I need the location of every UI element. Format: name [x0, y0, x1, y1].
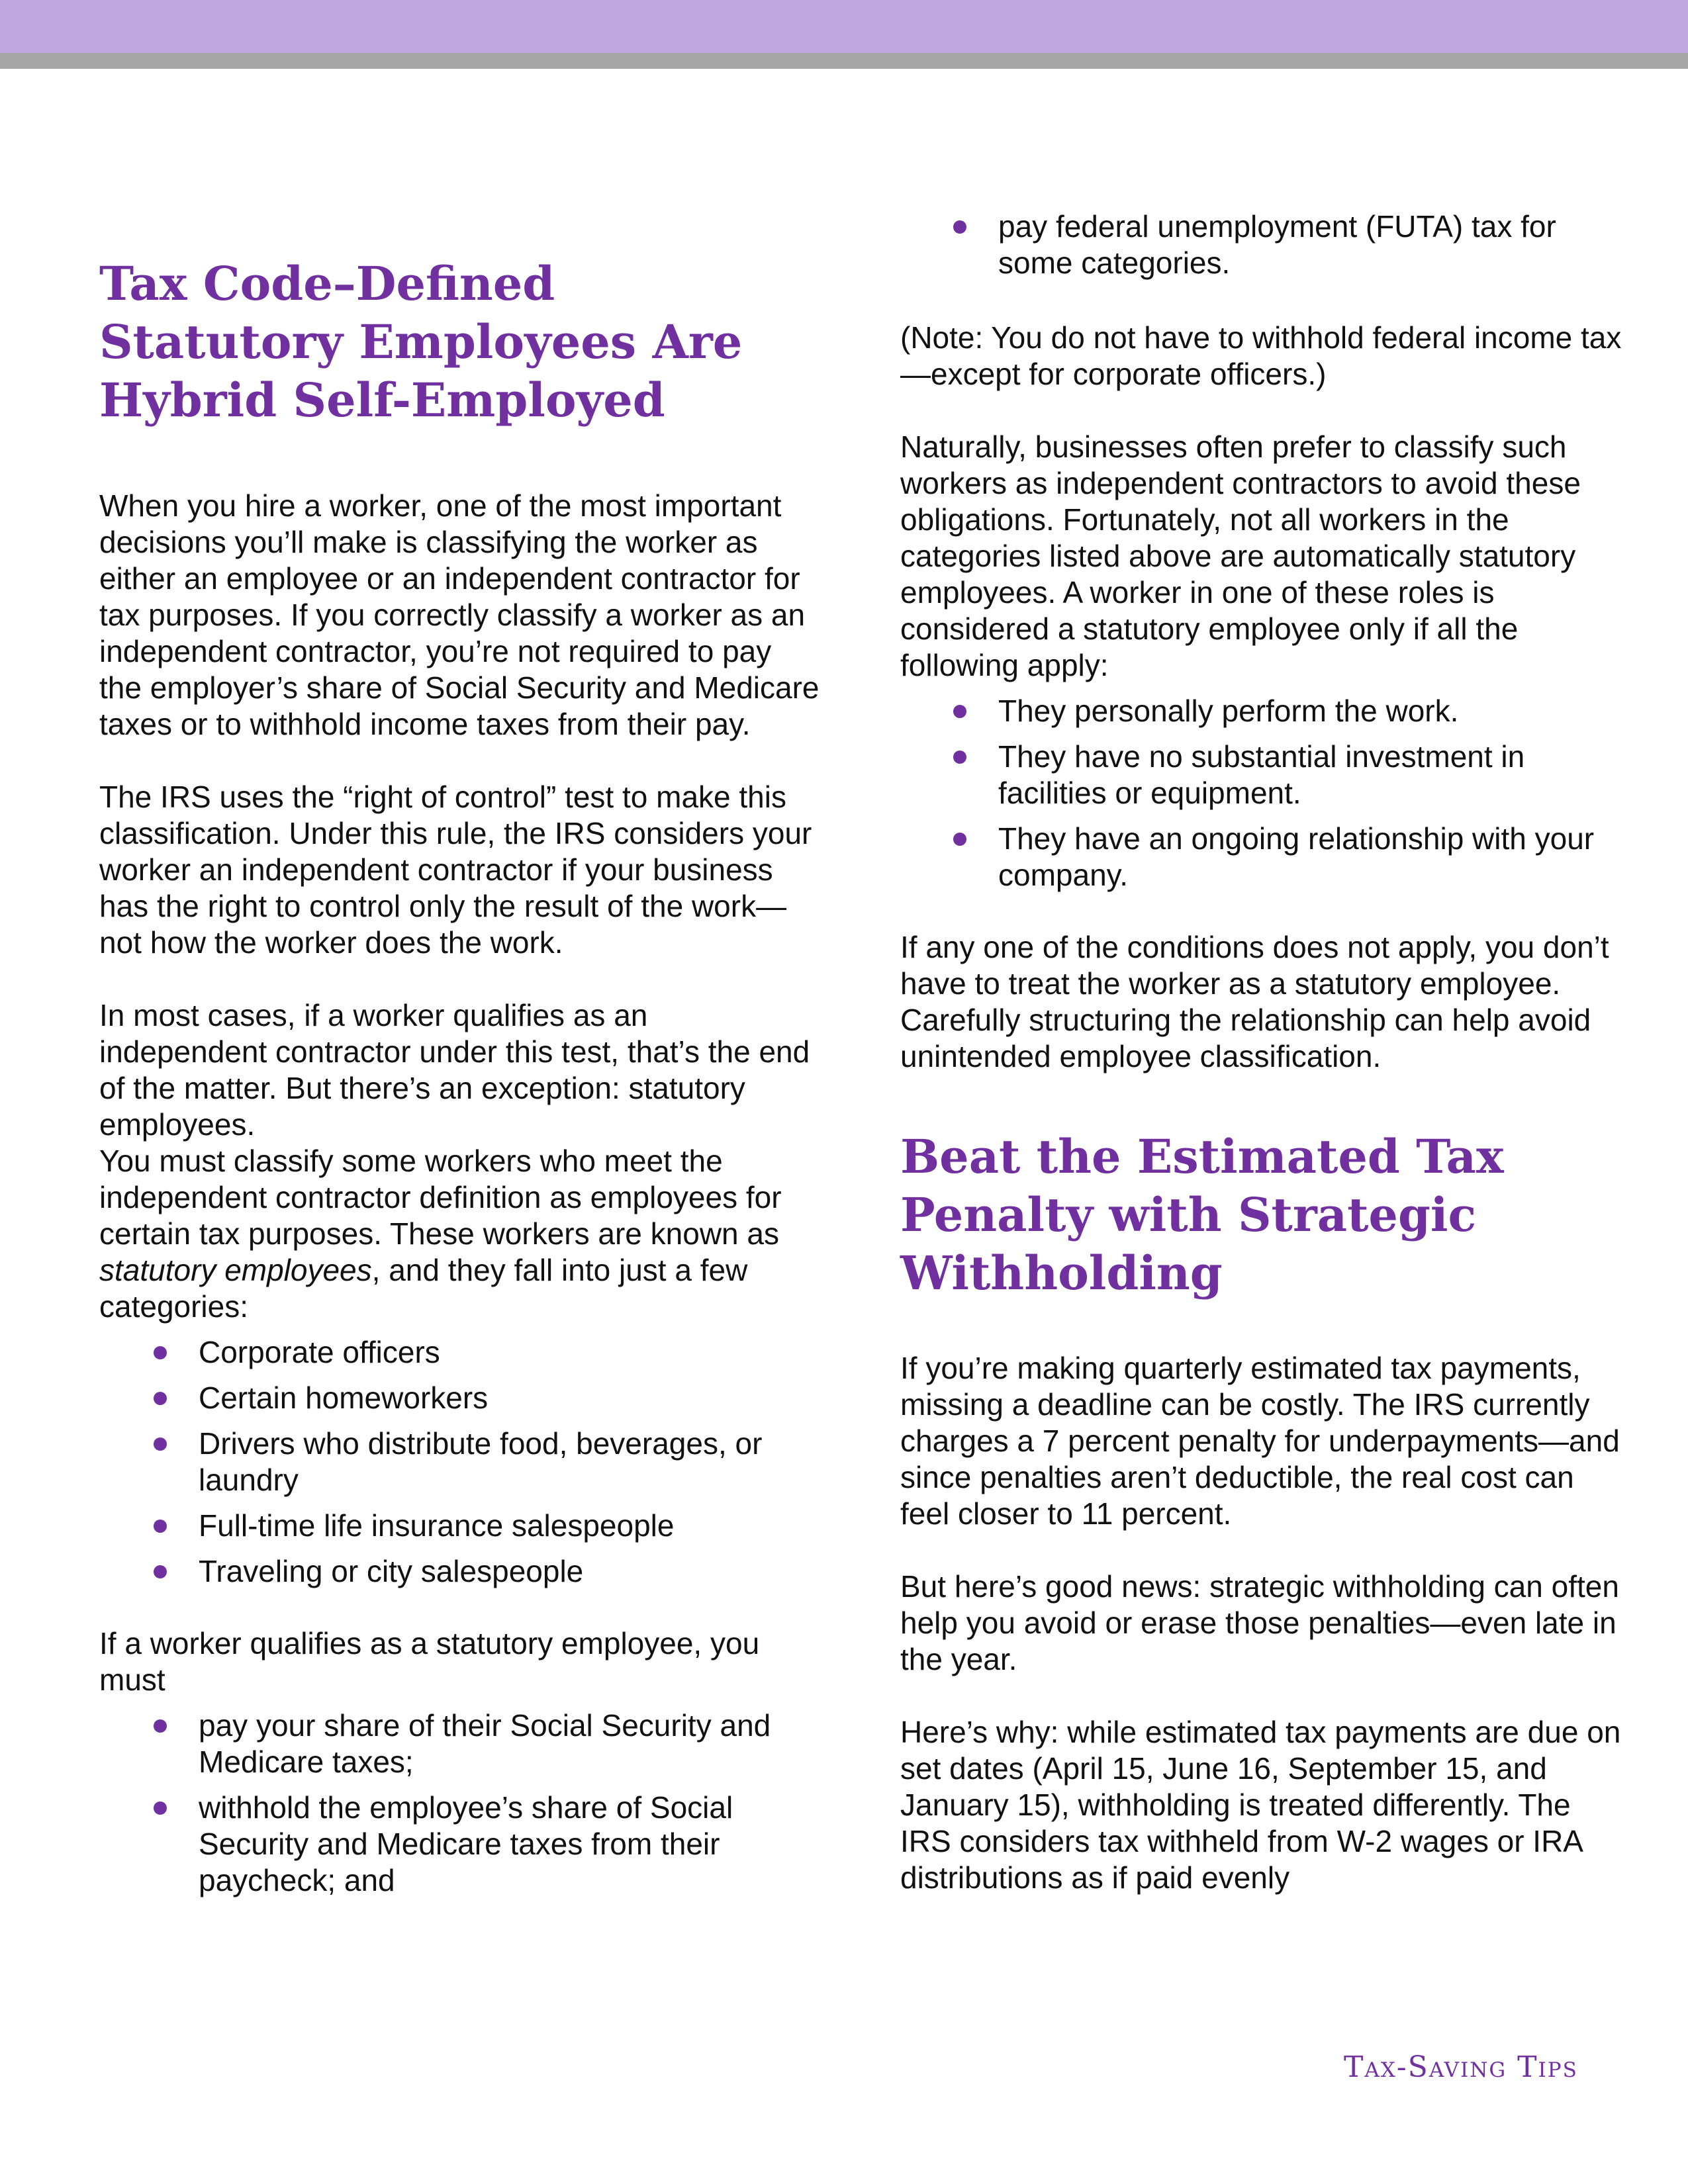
text-run: You must classify some workers who meet the independent contractor definition as employees for certain tax purposes. These workers are known as [99, 1144, 782, 1251]
list-item-text: Full-time life insurance salespeople [199, 1508, 675, 1543]
list-item [900, 739, 1622, 811]
list-item-text: Certain homeworkers [199, 1381, 489, 1415]
bullet-icon [154, 1392, 167, 1405]
obligations-list-continued [900, 208, 1622, 281]
list-item-text: They have no substantial investment in facilities or equipment. [998, 739, 1525, 810]
heading-line: Hybrid Self-Employed [99, 373, 665, 428]
heading-line: Beat the Estimated Tax [900, 1129, 1504, 1184]
list-item [99, 1790, 821, 1899]
list-item [99, 1334, 821, 1371]
bullet-icon [953, 705, 966, 718]
left-column [99, 255, 821, 1908]
conditions-list [900, 693, 1622, 893]
paragraph-penalty: If you’re making quarterly estimated tax payments, missing a deadline can be costly. The IRS currently charges a 7 percent penalty for underpayments—and since penalties aren’t deductible, the real cost can feel closer to 11 percent. [900, 1351, 1620, 1531]
paragraph-note: (Note: You do not have to withhold federal income tax—except for corporate officers.) [900, 320, 1622, 391]
list-item [900, 693, 1622, 729]
list-item [99, 1380, 821, 1416]
statutory-employees-term: statutory employees [99, 1253, 372, 1287]
paragraph-statutory-categories [99, 1143, 821, 1325]
list-item [99, 1707, 821, 1780]
paragraph-conditions-not-apply: If any one of the conditions does not apply, you don’t have to treat the worker as a statutory employee. Carefully structuring the relationship can help avoid unintended employee classification. [900, 930, 1609, 1073]
list-item-text: They personally perform the work. [998, 694, 1459, 728]
paragraph-good-news: But here’s good news: strategic withholding can often help you avoid or erase those penalties—even late in the year. [900, 1569, 1619, 1676]
bullet-icon [953, 751, 966, 764]
heading-line: Statutory Employees Are [99, 314, 743, 369]
list-item [99, 1426, 821, 1498]
heading-line: Tax Code–Defined [99, 256, 555, 311]
categories-list [99, 1334, 821, 1590]
section-heading-statutory-employees [99, 255, 821, 430]
list-item-text: Drivers who distribute food, beverages, or laundry [199, 1426, 763, 1497]
bullet-icon [154, 1801, 167, 1815]
paragraph-right-of-control: The IRS uses the “right of control” test to make this classification. Under this rule, the IRS considers your worker an independent contractor if your business has the right to control only the result of the work—not how the worker does the work. [99, 780, 812, 960]
footer-title: Tax-Saving Tips [1344, 2050, 1578, 2084]
paragraph-exception: In most cases, if a worker qualifies as an independent contractor under this test, that’s the end of the matter. But there’s an exception: statutory employees. [99, 998, 810, 1142]
text-run: , and they fall into just a few categories: [99, 1253, 748, 1324]
list-item-text: pay your share of their Social Security and Medicare taxes; [199, 1708, 771, 1779]
paragraph-worker-classification: When you hire a worker, one of the most important decisions you’ll make is classifying the worker as either an employee or an independent contractor for tax purposes. If you correctly classify a worker as an independent contractor, you’re not required to pay the employer’s share of Social Security and Medicare taxes or to withhold income taxes from their pay. [99, 488, 820, 741]
paragraph-withholding-why: Here’s why: while estimated tax payments are due on set dates (April 15, June 16, September 15, and January 15), withholding is treated differently. The IRS considers tax withheld from W-2 wages or IRA distributions as if paid evenly [900, 1715, 1621, 1895]
bullet-icon [953, 220, 966, 234]
list-item [99, 1553, 821, 1590]
list-item-text: They have an ongoing relationship with your company. [998, 821, 1595, 892]
bullet-icon [953, 833, 966, 846]
list-item [900, 208, 1622, 281]
heading-line: Penalty with Strategic [900, 1187, 1477, 1242]
list-item-text: Corporate officers [199, 1335, 440, 1369]
heading-line: Withholding [900, 1246, 1223, 1300]
obligations-list [99, 1707, 821, 1899]
paragraph-conditions-intro: Naturally, businesses often prefer to classify such workers as independent contractors to avoid these obligations. Fortunately, not all workers in the categories listed above are automatically statutory employees. A worker in one of these roles is considered a statutory employee only if all the following apply: [900, 430, 1581, 682]
list-item [99, 1508, 821, 1544]
bullet-icon [154, 1437, 167, 1451]
list-item-text: pay federal unemployment (FUTA) tax for some categories. [998, 209, 1556, 280]
header-color-band [0, 0, 1688, 53]
paragraph-statutory-obligations: If a worker qualifies as a statutory employee, you must [99, 1626, 760, 1697]
bullet-icon [154, 1565, 167, 1578]
section-heading-estimated-tax [900, 1128, 1622, 1302]
bullet-icon [154, 1719, 167, 1733]
bullet-icon [154, 1520, 167, 1533]
right-column [900, 208, 1622, 1896]
list-item-text: Traveling or city salespeople [199, 1554, 584, 1588]
bullet-icon [154, 1346, 167, 1359]
list-item [900, 821, 1622, 893]
header-gray-rule [0, 53, 1688, 69]
list-item-text: withhold the employee’s share of Social Security and Medicare taxes from their paycheck; and [199, 1790, 733, 1897]
